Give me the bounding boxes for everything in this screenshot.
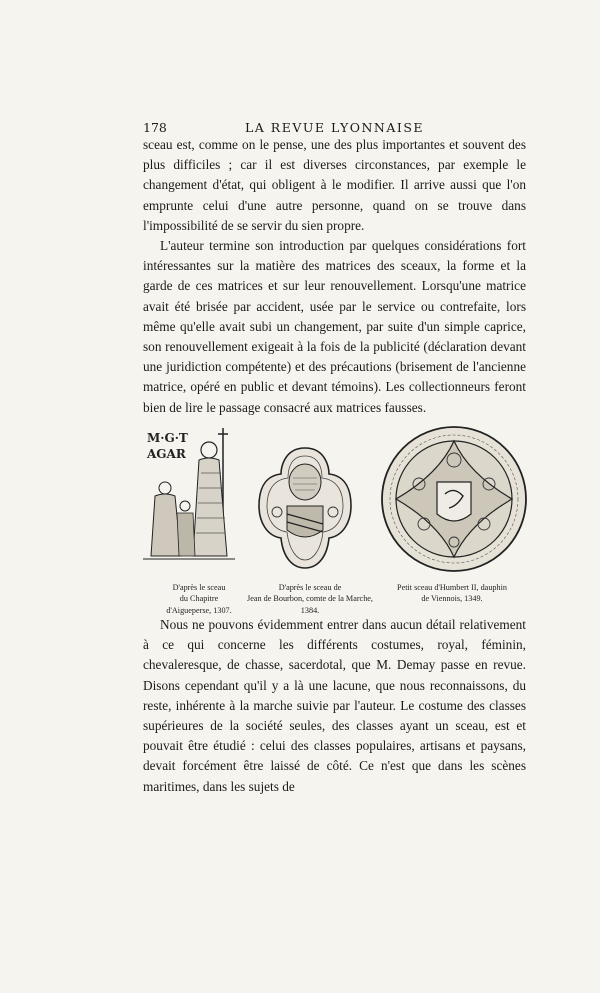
caption-chapter: D'après le sceau du Chapitre d'Aigueperse, 1307. xyxy=(166,583,232,615)
caption-bourbon: D'après le sceau de Jean de Bourbon, comte de la Marche, 1384. xyxy=(247,583,373,615)
figures-row xyxy=(143,418,533,618)
text-block-top xyxy=(143,135,526,418)
paragraph: L'auteur termine son introduction par quelques considérations fort intéressantes sur la matière des matrices des sceaux, la forme et la garde de ces matrices et sur leur renouvellement. Lorsqu'une matrice avait été brisée par accident, usée par le service ou contrefaite, lors même qu'elle avait subi un changement, par suite d'un simple caprice, son renouvellement exigeait à la fois de la publicité (déclaration devant une juridiction compétente) et des précautions (brisement de l'ancienne matrice, opéré en public et devant témoins). Les collectionneurs feront bien de lire le passage consacré aux matrices fausses. xyxy=(143,238,526,415)
page-number: 178 xyxy=(143,120,167,135)
seal-bourbon-illustration xyxy=(255,444,355,572)
seal-figure-bourbon xyxy=(255,444,355,572)
seal-figure-humbert xyxy=(379,424,529,574)
seal-figure-chapter xyxy=(143,428,243,568)
running-header xyxy=(143,120,526,136)
text-block-bottom xyxy=(143,615,526,797)
caption-humbert: Petit sceau d'Humbert II, dauphin de Viennois, 1349. xyxy=(397,583,507,604)
seal-chapter-illustration xyxy=(143,428,243,568)
seal-inscription-line1: M·G·T xyxy=(147,431,188,445)
paragraph: sceau est, comme on le pense, une des plus importantes et souvent des plus difficiles ; car il est diverses circonstances, par exemple le changement d'état, qui obligent à le modifier. Il arrive aussi que l'on emprunte celui d'une autre personne, quand on se trouve dans l'impossibilité de se servir du sien propre. xyxy=(143,137,526,233)
seal-humbert-illustration xyxy=(379,424,529,574)
paragraph: Nous ne pouvons évidemment entrer dans aucun détail relativement à ce qui concerne les différents costumes, royal, féminin, chevaleresque, de chasse, sacerdotal, que M. Demay passe en revue. Disons cependant qu'il y a là une lacune, que nous reconnaissons, du reste, inhérente à la marche suivie par l'auteur. Le costume des classes supérieures de la société seules, des classes ayant un sceau, est et pouvait être étudié : celui des classes populaires, artisans et paysans, devait forcément être laissé de côté. Ce n'est que dans les scènes maritimes, dans les sujets de xyxy=(143,617,526,794)
seal-inscription-line2: AGAR xyxy=(147,447,186,461)
journal-title: LA REVUE LYONNAISE xyxy=(244,120,425,135)
